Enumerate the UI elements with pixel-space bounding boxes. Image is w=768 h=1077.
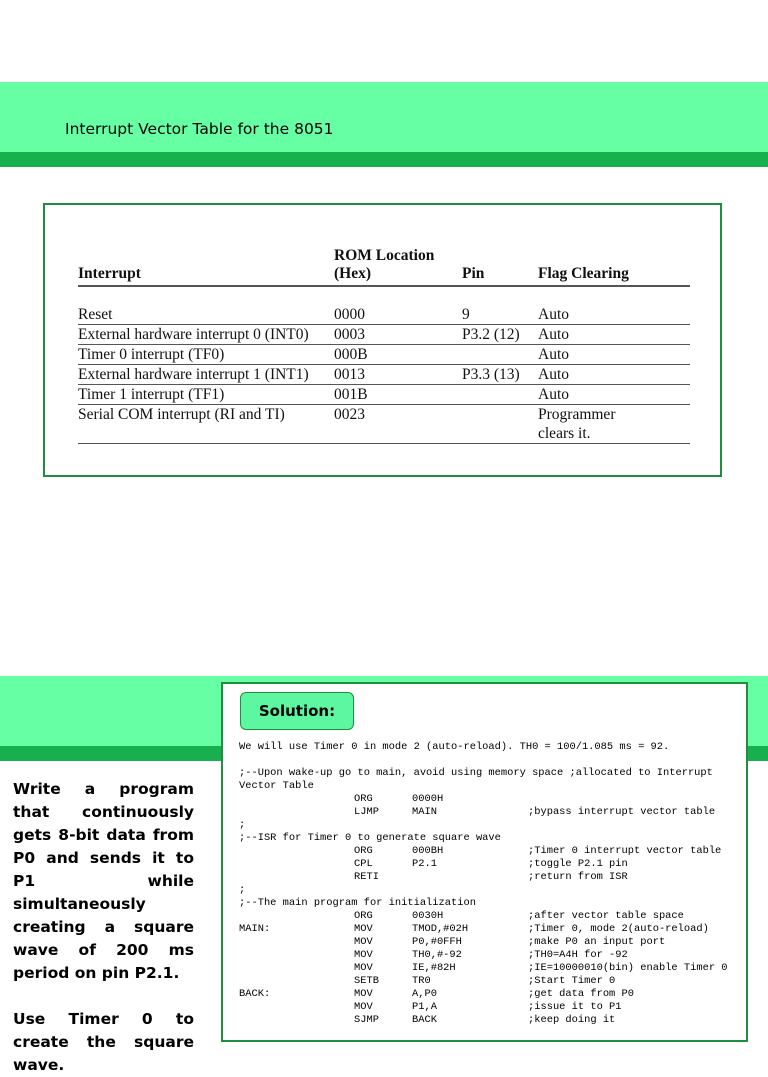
table-row: [78, 345, 690, 365]
header-interrupt: Interrupt: [78, 247, 334, 286]
code-comment: ;toggle P2.1 pin: [528, 858, 628, 870]
cell-flag-clearing: Auto: [538, 365, 690, 385]
code-comment: ;make P0 an input port: [528, 936, 666, 948]
header-pin: Pin: [462, 247, 538, 286]
code-arg: P0,#0FFH: [412, 936, 462, 948]
code-op: MOV: [354, 988, 373, 1000]
solution-label: Solution:: [240, 692, 354, 730]
table-row: [78, 325, 690, 345]
code-arg: TMOD,#02H: [412, 923, 469, 935]
cell-pin: [462, 385, 538, 405]
cell-pin: [462, 345, 538, 365]
code-comment: ;Timer 0, mode 2(auto-reload): [528, 923, 709, 935]
code-arg: A,P0: [412, 988, 437, 1000]
cell-interrupt: Serial COM interrupt (RI and TI): [78, 405, 334, 444]
code-arg: P2.1: [412, 858, 437, 870]
cell-flag-clearing: Auto: [538, 385, 690, 405]
code-comment: ;return from ISR: [528, 871, 628, 883]
header-flag-clearing: Flag Clearing: [538, 247, 690, 286]
cell-flag-clearing: Auto: [538, 325, 690, 345]
code-comment: ;IE=10000010(bin) enable Timer 0: [528, 962, 728, 974]
cell-interrupt: External hardware interrupt 1 (INT1): [78, 365, 334, 385]
cell-interrupt: Timer 1 interrupt (TF1): [78, 385, 334, 405]
table-row: [78, 365, 690, 385]
table-row: [78, 405, 690, 444]
code-comment: ;--Upon wake-up go to main, avoid using memory space ;allocated to Interrupt Vector Table: [239, 767, 713, 792]
code-op: RETI: [354, 871, 379, 883]
code-comment: ;: [239, 884, 246, 896]
cell-rom-location: 000B: [334, 345, 462, 365]
code-label: MAIN:: [239, 923, 271, 935]
code-op: MOV: [354, 949, 373, 961]
cell-rom-location: 0000: [334, 305, 462, 325]
code-op: ORG: [354, 845, 373, 857]
code-arg: MAIN: [412, 806, 437, 818]
cell-flag-clearing: Auto: [538, 305, 690, 325]
table-spacer: [78, 286, 690, 305]
code-arg: TR0: [412, 975, 431, 987]
code-label: BACK:: [239, 988, 271, 1000]
cell-pin: P3.2 (12): [462, 325, 538, 345]
solution-intro: We will use Timer 0 in mode 2 (auto-reload). TH0 = 100/1.085 ms = 92.: [239, 741, 670, 753]
code-arg: P1,A: [412, 1001, 437, 1013]
table-header-row: [78, 247, 690, 286]
cell-rom-location: 0013: [334, 365, 462, 385]
cell-rom-location: 0003: [334, 325, 462, 345]
code-comment: ;Timer 0 interrupt vector table: [528, 845, 722, 857]
code-comment: ;bypass interrupt vector table: [528, 806, 716, 818]
code-comment: ;--The main program for initialization: [239, 897, 476, 909]
code-op: LJMP: [354, 806, 379, 818]
table-row: [78, 385, 690, 405]
cell-pin: P3.3 (13): [462, 365, 538, 385]
cell-pin: 9: [462, 305, 538, 325]
code-op: MOV: [354, 923, 373, 935]
code-arg: 0000H: [412, 793, 444, 805]
code-comment: ;after vector table space: [528, 910, 684, 922]
slide1-title: Interrupt Vector Table for the 8051: [65, 120, 334, 138]
code-arg: 0030H: [412, 910, 444, 922]
hint-text: Use Timer 0 to create the square wave.: [13, 1010, 194, 1074]
slide1-accent-stripe: [0, 152, 768, 167]
cell-flag-clearing: Auto: [538, 345, 690, 365]
problem-text: Write a program that continuously gets 8-bit data from P0 and sends it to P1 while simultaneously creating a square wave of 200 ms period on pin P2.1.: [13, 780, 194, 982]
code-arg: 000BH: [412, 845, 444, 857]
code-comment: ;: [239, 819, 246, 831]
header-rom-location: ROM Location (Hex): [334, 247, 462, 286]
cell-interrupt: External hardware interrupt 0 (INT0): [78, 325, 334, 345]
code-op: SETB: [354, 975, 379, 987]
code-op: SJMP: [354, 1014, 379, 1026]
code-comment: ;TH0=A4H for -92: [528, 949, 628, 961]
cell-rom-location: 001B: [334, 385, 462, 405]
code-op: MOV: [354, 1001, 373, 1013]
cell-rom-location: 0023: [334, 405, 462, 444]
code-arg: BACK: [412, 1014, 437, 1026]
code-op: ORG: [354, 793, 373, 805]
cell-flag-clearing: Programmer clears it.: [538, 405, 690, 444]
code-op: MOV: [354, 962, 373, 974]
code-comment: ;--ISR for Timer 0 to generate square wave: [239, 832, 501, 844]
problem-statement: [13, 778, 194, 1077]
code-comment: ;keep doing it: [528, 1014, 616, 1026]
code-comment: ;issue it to P1: [528, 1001, 622, 1013]
code-op: ORG: [354, 910, 373, 922]
solution-box: [221, 682, 748, 1042]
code-arg: IE,#82H: [412, 962, 456, 974]
code-op: MOV: [354, 936, 373, 948]
code-op: CPL: [354, 858, 373, 870]
slide1-title-band: [0, 82, 768, 152]
code-comment: ;Start Timer 0: [528, 975, 616, 987]
cell-interrupt: Timer 0 interrupt (TF0): [78, 345, 334, 365]
interrupt-vector-table: [78, 247, 690, 444]
code-arg: TH0,#-92: [412, 949, 462, 961]
code-comment: ;get data from P0: [528, 988, 635, 1000]
cell-interrupt: Reset: [78, 305, 334, 325]
table-row: [78, 305, 690, 325]
cell-pin: [462, 405, 538, 444]
